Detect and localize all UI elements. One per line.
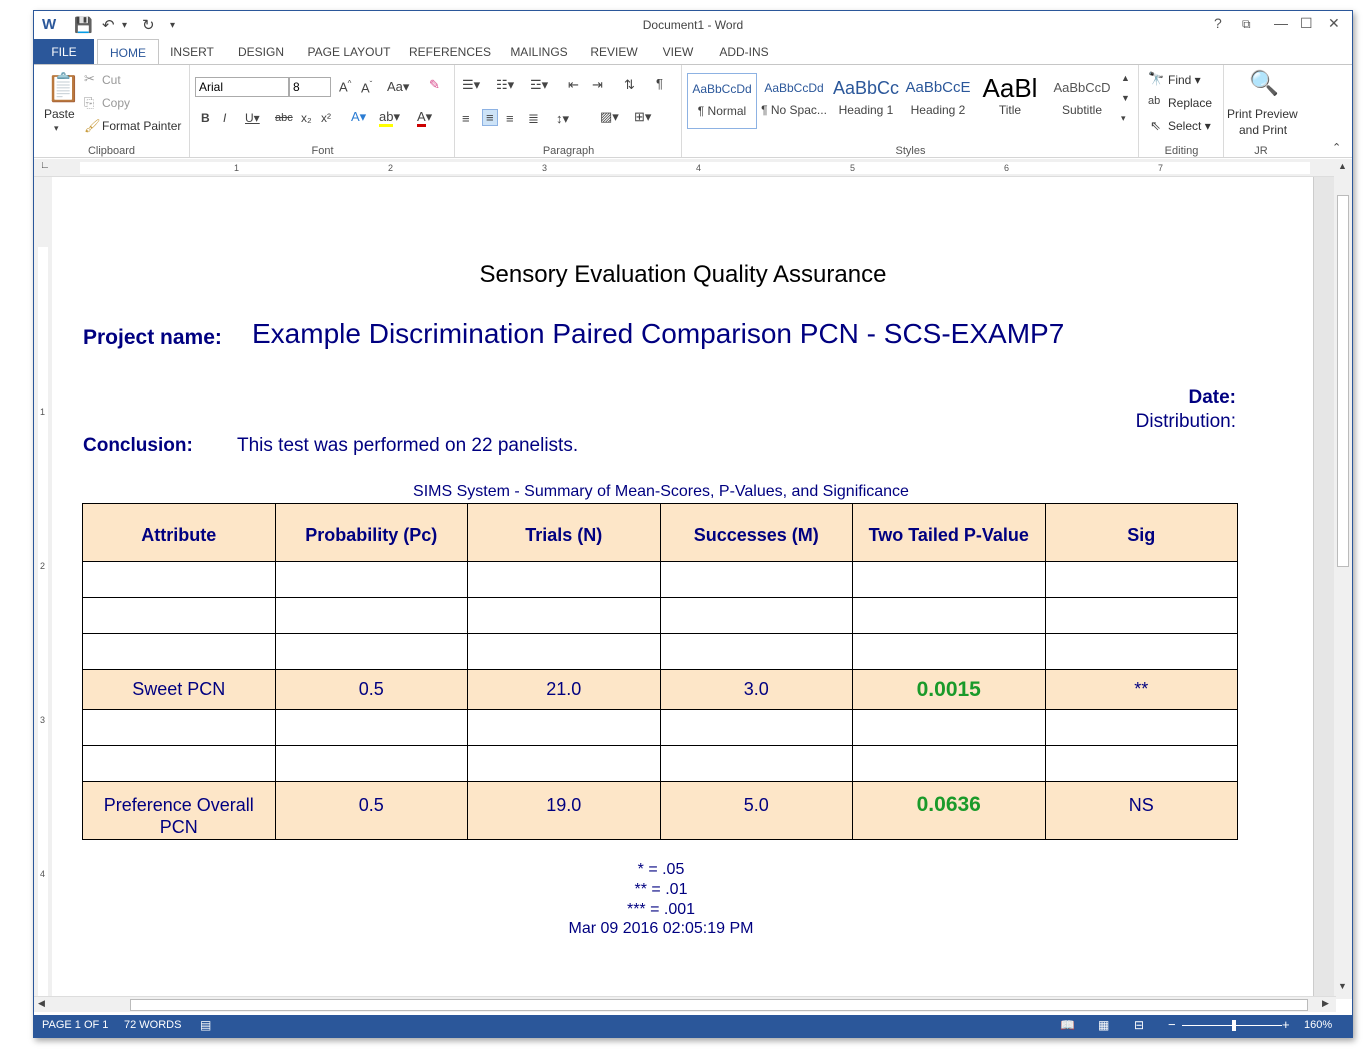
footnote-sig-01: ** = .01: [634, 881, 688, 898]
table-cell: [1045, 562, 1238, 598]
find-icon: 🔭: [1148, 71, 1165, 86]
select-cursor-icon: ⇖: [1150, 118, 1161, 133]
ruler-number: 2: [388, 163, 394, 173]
tab-view[interactable]: VIEW: [662, 45, 694, 59]
shrink-font-icon[interactable]: $A^ˇ$: [361, 80, 373, 96]
table-row: [83, 598, 1238, 634]
vruler-number: 4: [40, 869, 46, 879]
cell-attribute: Sweet PCN: [83, 670, 276, 710]
style-normal-label: ¶ Normal: [697, 104, 747, 118]
scroll-right-icon[interactable]: ▶: [1322, 998, 1329, 1008]
align-right-icon[interactable]: ≡: [506, 111, 514, 126]
table-row: [83, 562, 1238, 598]
select-button[interactable]: Select ▾: [1168, 119, 1211, 133]
ruler-track: [80, 162, 1310, 174]
table-cell: [275, 634, 468, 670]
word-logo-icon: W: [42, 16, 57, 33]
tab-selector-icon[interactable]: ∟: [40, 160, 50, 171]
strikethrough-icon[interactable]: abc: [275, 112, 293, 124]
vruler-number: 2: [40, 561, 46, 571]
table-cell: [468, 598, 661, 634]
ruler-number: 3: [542, 163, 548, 173]
table-cell: [83, 598, 276, 634]
cell-attribute: Preference Overall PCN: [83, 782, 276, 840]
print-preview-icon[interactable]: 🔍: [1249, 70, 1279, 97]
justify-icon[interactable]: ≣: [528, 111, 539, 126]
cut-button[interactable]: Cut: [102, 73, 121, 87]
table-cell: [83, 710, 276, 746]
grow-font-icon[interactable]: A^: [339, 79, 352, 95]
borders-icon[interactable]: ⊞▾: [634, 109, 652, 124]
read-mode-icon[interactable]: 📖: [1060, 1018, 1075, 1032]
project-name-label: Project name:: [83, 326, 222, 349]
tab-page-layout[interactable]: PAGE LAYOUT: [307, 45, 391, 59]
styles-scroll-down-icon[interactable]: ▼: [1121, 93, 1130, 103]
style-heading-2-label: Heading 2: [910, 103, 966, 117]
conclusion-label: Conclusion:: [83, 435, 193, 456]
show-formatting-icon[interactable]: ¶: [656, 76, 663, 91]
scroll-up-icon[interactable]: ▲: [1338, 161, 1347, 171]
style-heading-2-preview: AaBbCcE: [905, 79, 971, 96]
style-title-preview: AaBl: [982, 73, 1038, 103]
document-area: [52, 177, 1334, 997]
subscript-icon[interactable]: x₂: [301, 111, 312, 125]
table-cell: [853, 746, 1046, 782]
cell-successes: 3.0: [660, 670, 853, 710]
date-label: Date:: [1188, 387, 1236, 408]
numbering-icon[interactable]: ☷▾: [496, 77, 515, 92]
table-cell: [468, 562, 661, 598]
results-table: [82, 503, 1238, 840]
paste-icon[interactable]: 📋: [46, 72, 81, 103]
ruler-number: 1: [234, 163, 240, 173]
conclusion-text: This test was performed on 22 panelists.: [237, 435, 579, 456]
table-cell: [83, 634, 276, 670]
clear-formatting-icon[interactable]: ✎: [429, 77, 440, 92]
tab-review[interactable]: REVIEW: [590, 45, 638, 59]
select-button-label: Select: [1168, 119, 1202, 133]
web-layout-icon[interactable]: ⊟: [1134, 1018, 1145, 1032]
horizontal-scroll-thumb[interactable]: [130, 999, 1308, 1011]
close-button[interactable]: ✕: [1328, 15, 1340, 31]
styles-more-icon[interactable]: ▾: [1121, 113, 1126, 123]
redo-icon[interactable]: ↻: [142, 17, 155, 34]
table-cell: [660, 562, 853, 598]
cell-p-value: 0.0015: [853, 670, 1046, 710]
underline-icon[interactable]: U▾: [245, 111, 260, 125]
report-timestamp: Mar 09 2016 02:05:19 PM: [568, 920, 754, 937]
tab-mailings[interactable]: MAILINGS: [510, 45, 568, 59]
ribbon: [34, 64, 1352, 158]
table-cell: [468, 746, 661, 782]
column-header-successes: Successes (M): [660, 504, 853, 562]
vertical-scroll-thumb[interactable]: [1337, 195, 1349, 567]
table-cell: [660, 746, 853, 782]
copy-button[interactable]: Copy: [102, 96, 131, 110]
style-heading-1-label: Heading 1: [838, 103, 894, 117]
table-cell: [853, 562, 1046, 598]
jr-group-label: JR: [1254, 145, 1268, 157]
zoom-level[interactable]: 160%: [1304, 1019, 1333, 1031]
style-heading-1[interactable]: [831, 73, 901, 129]
table-cell: [1045, 598, 1238, 634]
format-painter-icon: 🖌: [84, 118, 101, 133]
status-bar: [34, 1015, 1352, 1037]
ruler-number: 6: [1004, 163, 1010, 173]
style-no-spacing[interactable]: [759, 73, 829, 129]
italic-icon[interactable]: I: [223, 111, 227, 125]
clipboard-group-label: Clipboard: [87, 145, 136, 157]
table-row: [83, 710, 1238, 746]
print-preview-button-line2[interactable]: and Print: [1239, 123, 1288, 137]
table-cell: [275, 710, 468, 746]
style-title[interactable]: [975, 73, 1045, 129]
font-color-icon[interactable]: A▾: [417, 109, 432, 125]
table-row: [83, 634, 1238, 670]
scroll-left-icon[interactable]: ◀: [38, 998, 45, 1008]
text-effects-icon[interactable]: A▾: [351, 109, 367, 124]
column-header-trials: Trials (N): [468, 504, 661, 562]
table-cell: [660, 598, 853, 634]
superscript-icon[interactable]: x²: [321, 111, 331, 125]
tab-file[interactable]: FILE: [34, 39, 94, 65]
word-window: [33, 10, 1353, 1038]
project-name-value: Example Discrimination Paired Comparison PCN - SCS-EXAMP7: [252, 318, 1065, 349]
vertical-ruler[interactable]: [34, 177, 52, 997]
sort-icon[interactable]: ⇅: [624, 77, 635, 92]
align-center-icon[interactable]: ≡: [482, 109, 498, 126]
vertical-ruler-track: [38, 247, 48, 997]
paste-button[interactable]: Paste: [44, 107, 75, 121]
ruler-number: 7: [1158, 163, 1164, 173]
distribution-label: Distribution:: [1135, 411, 1236, 432]
zoom-out-icon[interactable]: −: [1168, 1017, 1176, 1032]
minimize-button[interactable]: —: [1274, 15, 1288, 31]
find-button[interactable]: Find ▾: [1168, 73, 1201, 87]
table-row: [83, 746, 1238, 782]
style-subtitle-preview: AaBbCcD: [1053, 80, 1111, 95]
bullets-icon[interactable]: ☰▾: [462, 77, 481, 92]
clipboard-group: [34, 65, 190, 157]
footnote-sig-05: * = .05: [637, 861, 685, 878]
font-size-box[interactable]: 8: [289, 77, 331, 97]
style-no-spacing-preview: AaBbCcDd: [764, 81, 824, 95]
undo-icon[interactable]: ↶: [102, 17, 115, 34]
tab-add-ins[interactable]: ADD-INS: [719, 45, 769, 59]
customize-qat-icon[interactable]: ▾: [170, 20, 176, 31]
table-cell: [660, 634, 853, 670]
window-title: Document1 - Word: [642, 18, 744, 32]
table-cell: [853, 598, 1046, 634]
ribbon-display-options-icon[interactable]: ⧉: [1242, 17, 1251, 31]
cell-probability: 0.5: [275, 782, 468, 840]
highlight-icon[interactable]: ab▾: [379, 109, 400, 125]
increase-indent-icon[interactable]: ⇥: [592, 77, 603, 92]
styles-scroll-up-icon[interactable]: ▲: [1121, 73, 1130, 83]
cut-icon: ✂: [84, 71, 95, 86]
report-heading: Sensory Evaluation Quality Assurance: [479, 261, 887, 288]
cell-trials: 21.0: [468, 670, 661, 710]
style-no-spacing-label: ¶ No Spac...: [761, 103, 827, 117]
styles-group: [683, 65, 1139, 157]
column-header-p-value: Two Tailed P-Value: [853, 504, 1046, 562]
styles-group-label: Styles: [895, 145, 926, 157]
scroll-down-icon[interactable]: ▼: [1338, 981, 1347, 991]
maximize-button[interactable]: ☐: [1300, 15, 1313, 31]
print-preview-button[interactable]: Print Preview: [1227, 107, 1298, 121]
paragraph-group-label: Paragraph: [542, 145, 595, 157]
cell-sig: NS: [1045, 782, 1238, 840]
align-left-icon[interactable]: ≡: [462, 111, 470, 126]
help-button[interactable]: ?: [1214, 15, 1222, 31]
save-icon[interactable]: 💾: [74, 17, 93, 34]
cell-successes: 5.0: [660, 782, 853, 840]
font-name-box[interactable]: Arial: [195, 77, 289, 97]
table-cell: [275, 746, 468, 782]
style-subtitle[interactable]: [1047, 73, 1117, 129]
multilevel-list-icon[interactable]: ☲▾: [530, 77, 549, 92]
editing-group-label: Editing: [1164, 145, 1199, 157]
table-cell: [1045, 634, 1238, 670]
table-cell: [83, 562, 276, 598]
table-cell: [1045, 710, 1238, 746]
tab-home[interactable]: HOME: [97, 39, 159, 65]
table-cell: [83, 746, 276, 782]
ribbon-tabs: [34, 39, 1352, 65]
change-case-icon[interactable]: Aa▾: [387, 79, 410, 94]
shading-icon[interactable]: ▨▾: [600, 109, 619, 124]
editing-group: [1140, 65, 1224, 157]
zoom-slider-thumb[interactable]: [1232, 1020, 1236, 1031]
style-normal[interactable]: [687, 73, 757, 129]
find-button-label: Find: [1168, 73, 1192, 87]
vruler-number: 3: [40, 715, 46, 725]
line-spacing-icon[interactable]: ↕▾: [556, 111, 570, 126]
document-page[interactable]: [52, 177, 1314, 997]
print-layout-icon[interactable]: ▦: [1098, 1018, 1110, 1032]
tab-insert[interactable]: INSERT: [170, 45, 214, 59]
paragraph-group: [456, 65, 682, 157]
vertical-scrollbar[interactable]: [1334, 159, 1352, 999]
font-group-label: Font: [311, 145, 334, 157]
zoom-in-icon[interactable]: +: [1282, 1017, 1290, 1032]
table-cell: [1045, 746, 1238, 782]
table-cell: [275, 598, 468, 634]
column-header-probability: Probability (Pc): [275, 504, 468, 562]
bold-icon[interactable]: B: [201, 111, 210, 125]
table-cell: [853, 634, 1046, 670]
title-bar: [34, 11, 1352, 39]
page-count[interactable]: PAGE 1 OF 1: [42, 1019, 109, 1031]
table-cell: [468, 710, 661, 746]
replace-icon: ab: [1148, 95, 1161, 107]
table-cell: [853, 710, 1046, 746]
copy-icon: ⎘: [84, 95, 95, 110]
replace-button[interactable]: Replace: [1168, 96, 1213, 110]
horizontal-ruler[interactable]: [34, 159, 1352, 177]
table-caption: SIMS System - Summary of Mean-Scores, P-Values, and Significance: [413, 483, 909, 500]
table-header-row: [83, 504, 1238, 562]
proofing-icon[interactable]: ▤: [200, 1018, 212, 1032]
table-cell: [660, 710, 853, 746]
cell-probability: 0.5: [275, 670, 468, 710]
column-header-attribute: Attribute: [83, 504, 276, 562]
style-heading-2[interactable]: [903, 73, 973, 129]
word-count[interactable]: 72 WORDS: [124, 1019, 182, 1031]
format-painter-button[interactable]: Format Painter: [102, 119, 182, 133]
style-subtitle-label: Subtitle: [1061, 103, 1103, 117]
font-group: [191, 65, 455, 157]
ruler-number: 5: [850, 163, 856, 173]
horizontal-scrollbar[interactable]: [34, 996, 1336, 1012]
vruler-number: 1: [40, 407, 46, 417]
cell-trials: 19.0: [468, 782, 661, 840]
cell-p-value: 0.0636: [853, 782, 1046, 840]
decrease-indent-icon[interactable]: ⇤: [568, 77, 579, 92]
paste-dropdown-icon[interactable]: ▾: [54, 123, 59, 133]
cell-sig: **: [1045, 670, 1238, 710]
tab-references[interactable]: REFERENCES: [408, 45, 491, 59]
jr-group: [1225, 65, 1297, 157]
style-title-label: Title: [998, 103, 1022, 117]
style-heading-1-preview: AaBbCc: [832, 78, 900, 98]
table-row-sweet-pcn: [83, 670, 1238, 710]
table-cell: [275, 562, 468, 598]
table-cell: [468, 634, 661, 670]
collapse-ribbon-icon[interactable]: ⌃: [1332, 142, 1342, 154]
column-header-sig: Sig: [1045, 504, 1238, 562]
ruler-number: 4: [696, 163, 702, 173]
footnote-sig-001: *** = .001: [626, 901, 696, 918]
undo-dropdown-icon[interactable]: ▾: [122, 20, 128, 31]
tab-design[interactable]: DESIGN: [237, 45, 284, 59]
table-row-preference-overall-pcn: [83, 782, 1238, 840]
style-normal-preview: AaBbCcDd: [692, 82, 752, 96]
